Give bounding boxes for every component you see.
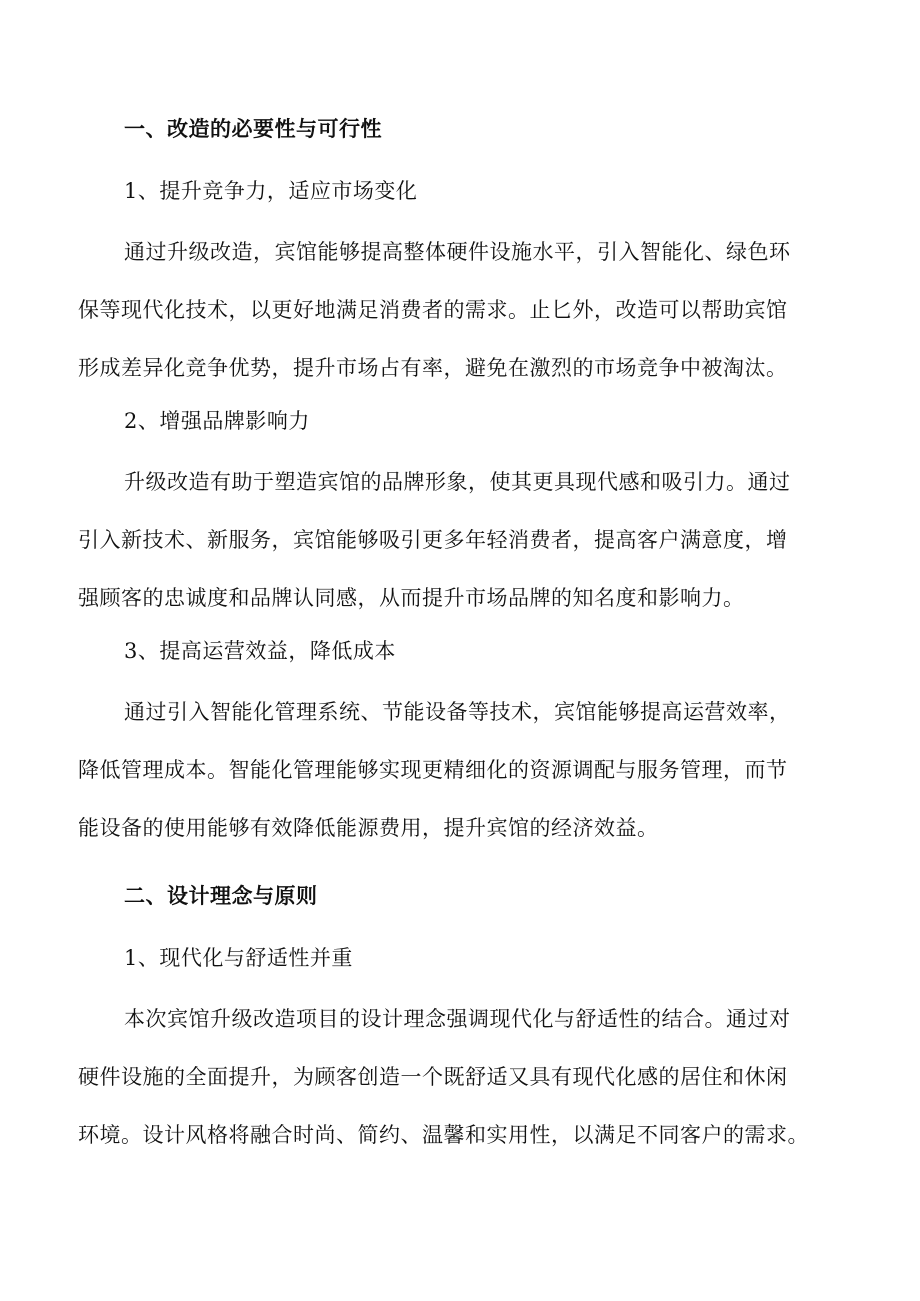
paragraph-line: 能设备的使用能够有效降低能源费用，提升宾馆的经济效益。 [78, 816, 659, 840]
paragraph-line: 保等现代化技术，以更好地满足消费者的需求。止匕外，改造可以帮助宾馆 [78, 298, 788, 322]
paragraph-line: 升级改造有助于塑造宾馆的品牌形象，使其更具现代感和吸引力。通过 [124, 470, 791, 494]
item-1-1-heading: 1、提升竞争力，适应市场变化 [124, 179, 418, 203]
paragraph-line: 本次宾馆升级改造项目的设计理念强调现代化与舒适性的结合。通过对 [124, 1007, 791, 1031]
paragraph-line: 引入新技术、新服务，宾馆能够吸引更多年轻消费者，提高客户满意度，增 [78, 528, 788, 552]
paragraph-line: 降低管理成本。智能化管理能够实现更精细化的资源调配与服务管理，而节 [78, 758, 788, 782]
item-2-1-paragraph [78, 990, 809, 1164]
paragraph-line: 形成差异化竞争优势，提升市场占有率，避免在激烈的市场竞争中被淘汰。 [78, 356, 788, 380]
paragraph-line: 强顾客的忠诚度和品牌认同感，从而提升市场品牌的知名度和影响力。 [78, 586, 745, 610]
paragraph-line: 环境。设计风格将融合时尚、简约、温馨和实用性，以满足不同客户的需求。 [78, 1123, 809, 1147]
item-1-3-paragraph [78, 683, 791, 857]
item-2-1-heading: 1、现代化与舒适性并重 [124, 946, 353, 970]
paragraph-line: 通过升级改造，宾馆能够提高整体硬件设施水平，引入智能化、绿色环 [124, 240, 791, 264]
item-1-2-paragraph [78, 453, 791, 627]
section-2-title: 二、设计理念与原则 [124, 884, 318, 908]
item-1-1-paragraph [78, 223, 791, 397]
item-1-2-heading: 2、增强品牌影响力 [124, 409, 310, 433]
paragraph-line: 通过引入智能化管理系统、节能设备等技术，宾馆能够提高运营效率， [124, 700, 791, 724]
item-1-3-heading: 3、提高运营效益，降低成本 [124, 639, 396, 663]
section-1-title: 一、改造的必要性与可行性 [124, 117, 382, 141]
paragraph-line: 硬件设施的全面提升，为顾客创造一个既舒适又具有现代化感的居住和休闲 [78, 1065, 788, 1089]
